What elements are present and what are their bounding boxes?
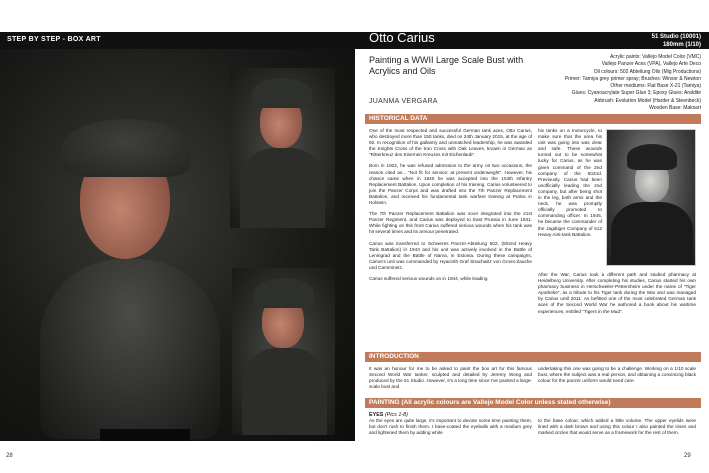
- materials-item: Primer: Tamiya grey primer spray; Brushes: Winsor & Newton: [564, 75, 701, 82]
- materials-item: Wooden Base: Maksart: [649, 105, 701, 112]
- historical-column-left: [369, 128, 532, 287]
- profile-cap-shape: [254, 278, 314, 308]
- historical-paragraph: One of the most respected and successful German tank aces, Otto Carius, who destroyed more than 150 tanks, died on 24th January 2015, at the age of 92. In recognition of his gallantry and unmatched leadership, he was awarded the Knights Cross of the Iron Cross with Oak Leaves, known in German as "Ritterkreuz des Eisernen Kreuzes mit Eichenlaub".: [369, 128, 532, 158]
- bust-photo-side-view: [230, 68, 335, 228]
- bust-plinth: [100, 429, 190, 441]
- materials-item: Airbrush: Evolution Model (Harder & Steenbeck): [594, 97, 701, 104]
- materials-item: Other mediums: Flat Base X-21 (Tamiya): [610, 83, 701, 90]
- historical-paragraph: Carius was transferred to Schweres Panzer-Abteilung 502, (502nd Heavy Tank Battalion) in 1943 and his unit was actively involved in the Battle of Leningrad and the Battle of Narva, in Estonia. During these campaigns, Carius's unit was commanded by Hyacinth Graf Strachwitz von Gross-Zauche und Camminetz.: [369, 240, 532, 270]
- portrait-uniform-shape: [611, 202, 693, 266]
- intro-paragraph: It was an honour for me to be asked to paint the box art for this famous Second World War tanker, sculpted and detailed by Jeremy Wong and produced by the 51 Studio. However, it's a long time since I've painted a large-scale bust and: [369, 366, 532, 390]
- materials-item: Vallejo Panzer Aces (VPA), Vallejo Arte Deco: [601, 61, 701, 68]
- painting-paragraph: to the base colour, which added a little volume. The upper eyelids were lined with a dark brown and using this colour I also painted the irises and marked circles that would serve as a framework for the rest of them.: [538, 418, 696, 436]
- article-subtitle: Painting a WWII Large Scale Bust with Acrylics and Oils: [369, 55, 524, 76]
- introduction-heading: INTRODUCTION: [365, 352, 701, 362]
- painting-column-right: [538, 418, 696, 441]
- side-cap-shape: [252, 78, 312, 108]
- page-number-right: 29: [684, 453, 691, 459]
- historical-column-right-full: [538, 272, 696, 320]
- historical-column-right-narrow: [538, 128, 602, 243]
- historical-paragraph: After the War, Carius took a different path and studied pharmacy at Heidelberg University. After completing his studies, Carius started his own pharmacy business in Herschweiler-Pettersheim under the name of "Tiger Apotheke", as a tribute to his Tiger tank during the War and was managed by Carius until 2011. As befitted one of the most celebrated German tank aces of the Second World War he authored a book about his wartime experiences, entitled "Tigers in the Mud".: [538, 272, 696, 314]
- materials-item: Oil colours: 502 Abteilung Oils (Mig Productions): [593, 68, 701, 75]
- bust-photo-profile-view: [232, 268, 335, 435]
- eyes-pics-ref: (Pics 1-8): [384, 412, 408, 418]
- eyes-title: EYES: [369, 412, 384, 418]
- profile-uniform-shape: [242, 348, 327, 435]
- materials-item: Acrylic paints: Vallejo Model Color (VMC): [609, 54, 701, 60]
- materials-item: Glues: Cyanoacrylate Super Glue 3; Epoxy Glues: Araldite: [571, 90, 701, 97]
- portrait-cap-shape: [627, 144, 677, 170]
- bust-uniform-shape: [40, 259, 220, 439]
- author-name: JUANMA VERGARA: [369, 98, 438, 105]
- historical-paragraph: Born in 1922, he was refused admission to the army on two occasions, the reason cited as... "Not fit for service: at present underweight". However, his chance came when in 1940 he was accepted into the 104th Infantry Replacement Battalion. Upon completion of his training, Carius volunteered to join the Panzer Corps and was drafted into the 7th Panzer Replacement Battalion, and received his fundamental tank warfare training at Putlos in Holstein.: [369, 163, 532, 206]
- painting-column-left: [369, 412, 532, 441]
- historical-paragraph: his tanks on a motorcycle, to make sure that the area his unit was going into was clear and safe. These wounds turned out to be somewhat lucky for Carius, as he was given command of the 2nd company of the 502nd. Previously, Carius had been unofficially leading the 2nd company, but after being shot in the leg, both arms and the neck, he was promptly officially promoted to commanding officer. In 1945, he became the commander of the Jagdtiger Company of 512 Heavy Anti-tank Battalion.: [538, 128, 602, 237]
- intro-column-right: [538, 366, 696, 389]
- section-label: STEP BY STEP - BOX ART: [7, 36, 101, 43]
- historical-paragraph: Carius suffered serious wounds on in 1944, while leading: [369, 275, 488, 281]
- historical-paragraph: The 7th Panzer Replacement Battalion was soon integrated into the 21st Panzer Regiment, and Carius was deployed to East Prussia in June 1941. While fighting on this front Carius suffered serious wounds when his tank was hit several times and its armour penetrated.: [369, 211, 532, 235]
- materials-list: [516, 54, 701, 112]
- historical-data-heading: HISTORICAL DATA: [365, 114, 701, 124]
- kit-scale: 180mm (1/10): [662, 42, 701, 48]
- right-page: [355, 0, 709, 473]
- intro-paragraph: undertaking this one was going to be a challenge. Working on a 1/10 scale bust, where the subject was a real person, and obtaining a convincing black colour for the panzer uniform would need care.: [538, 366, 696, 384]
- page-number-left: 28: [6, 453, 13, 459]
- bust-cap-shape: [62, 119, 190, 177]
- article-title: Otto Carius: [369, 30, 435, 45]
- kit-studio: 51 Studio (10001): [651, 34, 701, 40]
- side-uniform-shape: [240, 148, 325, 228]
- intro-column-left: [369, 366, 532, 395]
- painting-heading: PAINTING (All acrylic colours are Vallejo Model Color unless stated otherwise): [365, 398, 701, 408]
- kit-info: [652, 33, 701, 49]
- otto-carius-portrait-photo: [606, 129, 696, 266]
- painting-paragraph: As the eyes are quite large, it's important to devote some time painting them, but don't rush to finish them. I base-coated the eyeballs with a medium grey and lightened them by adding white: [369, 418, 532, 436]
